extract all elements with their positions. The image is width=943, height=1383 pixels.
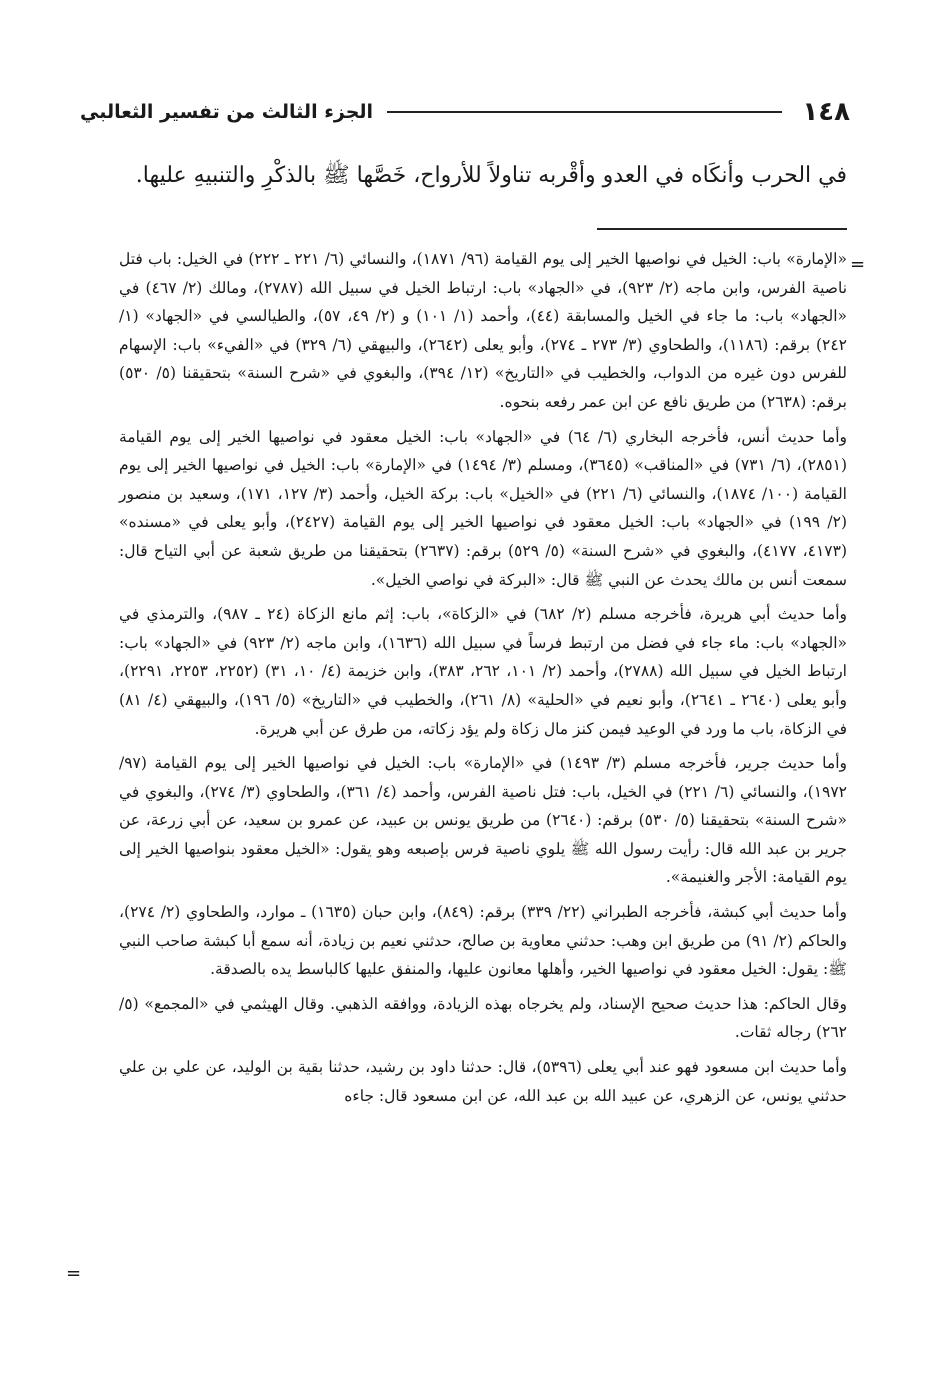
footnote-paragraph: وقال الحاكم: هذا حديث صحيح الإسناد، ولم يخرجاه بهذه الزيادة، ووافقه الذهبي. وقال الهيثمي في «المجمع» (٥/ ٢٦٢) رجاله ثقات.: [119, 994, 847, 1042]
footnote-paragraph: وأما حديث أبي كبشة، فأخرجه الطبراني (٢٢/ ٣٣٩) برقم: (٨٤٩)، وابن حبان (١٦٣٥) ـ موارد، والطحاوي (٢/ ٢٧٤)، والحاكم (٢/ ٩١) من طريق ابن وهب: حدثني معاوية بن صالح، حدثني نعيم بن زيادة، أنه سمع أبا كبشة صاحب النبي ﷺ: يقول: الخيل معقود في نواصيها الخير، وأهلها معانون عليها، والمنفق عليها كالباسط يده بالصدقة.: [119, 903, 847, 979]
running-title: الجزء الثالث من تفسير الثعالبي: [80, 101, 374, 123]
page-header: [80, 92, 850, 132]
continuation-mark-bottom: =: [66, 1263, 82, 1284]
footnote-paragraph: وأما حديث جرير، فأخرجه مسلم (٣/ ١٤٩٣) في «الإمارة» باب: الخيل في نواصيها الخير إلى يوم القيامة (٩٧/ ١٩٧٢)، والنسائي (٦/ ٢٢١) في الخيل، باب: فتل ناصية الفرس، وأحمد (٤/ ٣٦١)، والطحاوي (٣/ ٢٧٤)، والبغوي في «شرح السنة» بتحقيقنا (٥/ ٥٣٠) برقم: (٢٦٤٠) من طريق يونس بن عبيد، عن عمرو بن سعيد، عن أبي زرعة، عن جرير بن عبد الله قال: رأيت رسول الله ﷺ يلوي ناصية فرس بإصبعه وهو يقول: «الخيل معقود بنواصيها الخير إلى يوم القيامة: الأجر والغنيمة».: [119, 754, 847, 887]
footnotes: [119, 245, 847, 1116]
footnote-paragraph: وأما حديث ابن مسعود فهو عند أبي يعلى (٥٣٩٦)، قال: حدثنا داود بن رشيد، حدثنا بقية بن الوليد، عن علي بن علي حدثني يونس، عن الزهري، عن عبيد الله بن عبد الله، عن ابن مسعود قال: جاءه: [119, 1058, 847, 1105]
header-rule: [387, 111, 782, 113]
footnote-paragraph: وأما حديث أنس، فأخرجه البخاري (٦/ ٦٤) في «الجهاد» باب: الخيل معقود في نواصيها الخير إلى يوم القيامة (٢٨٥١)، (٦/ ٧٣١) في «المناقب» (٣٦٤٥)، ومسلم (٣/ ١٤٩٤) في «الإمارة» باب: الخيل في نواصيها الخير إلى يوم القيامة (١٠٠/ ١٨٧٤)، والنسائي (٦/ ٢٢١) في «الخيل» باب: بركة الخيل، وأحمد (٣/ ١٢٧، ١٧١)، وسعيد بن منصور (٢/ ١٩٩) في «الجهاد» باب: الخيل معقود في نواصيها الخير إلى يوم القيامة (٢٤٢٧)، وأبو يعلى في «مسنده» (٤١٧٣، ٤١٧٧)، والبغوي في «شرح السنة» (٥/ ٥٢٩) برقم: (٢٦٣٧) بتحقيقنا من طريق شعبة عن أبي التياح قال: سمعت أنس بن مالك يحدث عن النبي ﷺ قال: «البركة في نواصي الخيل».: [119, 427, 847, 589]
footnote-separator: [597, 228, 847, 230]
continuation-mark-top: =: [850, 254, 866, 275]
page-number: ١٤٨: [802, 97, 850, 127]
main-text: في الحرب وأنكَاه في العدو وأقْربه تناولاً للأرواح، خَصَّها ﷺ بالذكْرِ والتنبيهِ عليها.: [135, 163, 847, 188]
footnote-paragraph: وأما حديث أبي هريرة، فأخرجه مسلم (٢/ ٦٨٢) في «الزكاة»، باب: إثم مانع الزكاة (٢٤ ـ ٩٨٧)، والترمذي في «الجهاد» باب: ماء جاء في فضل من ارتبط فرساً في سبيل الله (١٦٣٦)، وابن ماجه (٢/ ٩٢٣) في «الجهاد» باب: ارتباط الخيل في سبيل الله (٢٧٨٨)، وأحمد (٢/ ١٠١، ٢٦٢، ٣٨٣)، وابن خزيمة (٤/ ١٠، ٣١) (٢٢٥٢، ٢٢٥٣، ٢٢٩١)، وأبو يعلى (٢٦٤٠ ـ ٢٦٤١)، وأبو نعيم في «الحلية» (٨/ ٢٦١)، والخطيب في «التاريخ» (٥/ ١٩٦)، والبيهقي (٤/ ٨١) في الزكاة، باب ما ورد في الوعيد فيمن كنز مال زكاة ولم يؤد زكاته، من طرق عن أبي هريرة.: [119, 605, 847, 738]
footnote-paragraph: «الإمارة» باب: الخيل في نواصيها الخير إلى يوم القيامة (٩٦/ ١٨٧١)، والنسائي (٦/ ٢٢١ ـ ٢٢٢) في الخيل: باب فتل ناصية الفرس، وابن ماجه (٢/ ٩٢٣)، في «الجهاد» باب: ارتباط الخيل في سبيل الله (٢٧٨٧)، ومالك (٢/ ٤٦٧) في «الجهاد» باب: ما جاء في الخيل والمسابقة (٤٤)، وأحمد (١/ ١٠١) و (٢/ ٤٩، ٥٧)، والطيالسي في «الجهاد» (١/ ٢٤٢) برقم: (١١٨٦)، والطحاوي (٣/ ٢٧٣ ـ ٢٧٤)، وأبو يعلى (٢٦٤٢)، والبيهقي (٦/ ٣٢٩) في «الفيء» باب: الإسهام للفرس دون غيره من الدواب، والخطيب في «التاريخ» (١٢/ ٣٩٤)، والبغوي في «شرح السنة» بتحقيقنا (٥/ ٥٣٠) برقم: (٢٦٣٨) من طريق نافع عن ابن عمر رفعه بنحوه.: [119, 250, 848, 411]
